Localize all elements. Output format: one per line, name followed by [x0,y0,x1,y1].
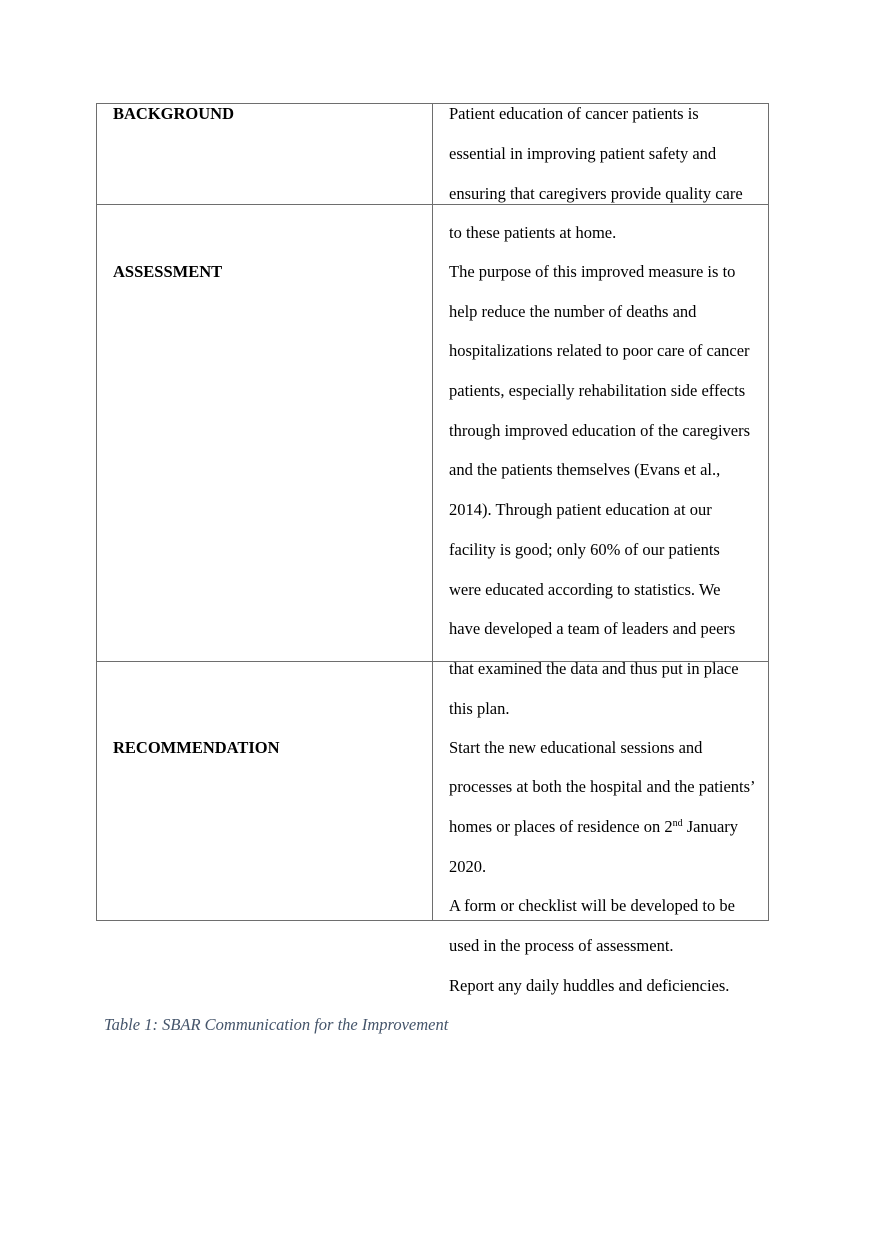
content-line: essential in improving patient safety and [449,144,717,163]
content-line: processes at both the hospital and the patients’ [449,777,756,796]
content-line: The purpose of this improved measure is to [449,262,736,281]
table-caption: Table 1: SBAR Communication for the Improvement [104,1015,449,1034]
table-column-divider [432,103,433,920]
content-line: help reduce the number of deaths and [449,302,697,321]
content-line: A form or checklist will be developed to be [449,896,735,915]
row-label-recommendation: RECOMMENDATION [113,738,280,757]
content-line: were educated according to statistics. We [449,580,721,599]
content-line: to these patients at home. [449,223,617,242]
content-line: through improved education of the caregivers [449,421,751,440]
date-prefix: homes or places of residence on 2 [449,817,673,836]
table-border-left [96,103,97,920]
ordinal-superscript: nd [672,818,683,829]
content-line: Report any daily huddles and deficiencies. [449,976,730,995]
content-line: and the patients themselves (Evans et al., [449,460,721,479]
content-line-date [449,817,738,837]
content-line: this plan. [449,699,510,718]
content-line: 2014). Through patient education at our [449,500,712,519]
content-line: used in the process of assessment. [449,936,674,955]
content-line: have developed a team of leaders and peers [449,619,736,638]
table-border-bottom [96,920,769,921]
table-border-right [768,103,769,920]
content-line: facility is good; only 60% of our patients [449,540,720,559]
date-month: January [682,817,739,836]
content-line: Patient education of cancer patients is [449,104,699,123]
content-line: hospitalizations related to poor care of cancer [449,341,750,360]
content-line: that examined the data and thus put in place [449,659,739,678]
row-label-assessment: ASSESSMENT [113,262,223,281]
content-line: 2020. [449,857,487,876]
content-line: patients, especially rehabilitation side effects [449,381,746,400]
content-line: ensuring that caregivers provide quality care [449,184,743,203]
content-line: Start the new educational sessions and [449,738,703,757]
row-label-background: BACKGROUND [113,104,235,123]
